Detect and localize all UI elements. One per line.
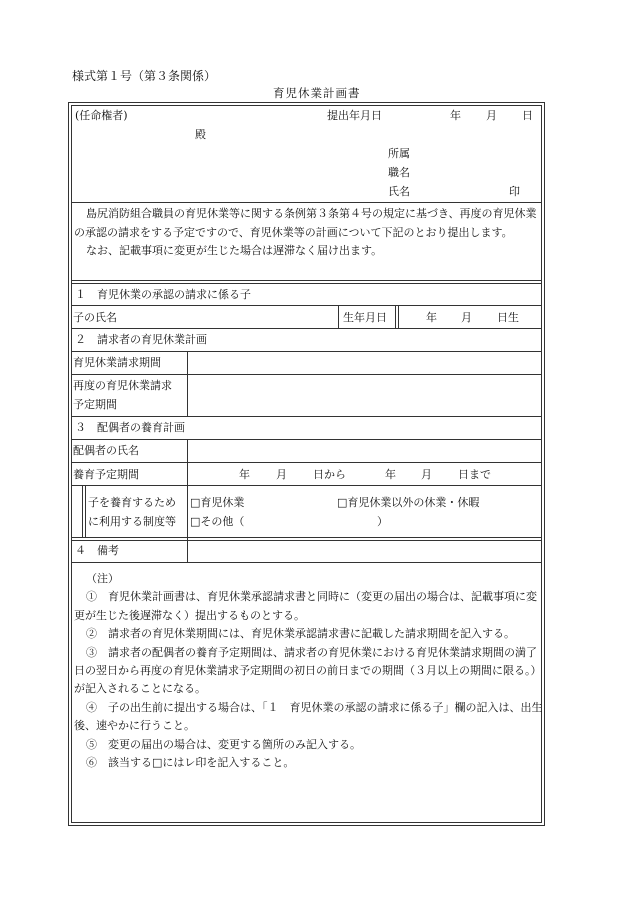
divider [71,283,542,284]
birthdate-label: 生年月日 [343,311,387,324]
divider [395,305,396,328]
divider [71,280,542,281]
note-item: ④ 子の出生前に提出する場合は、「１ 育児休業の承認の請求に係る子」欄の記入は、出生後、速やかに行うこと。 [74,700,543,733]
divider [71,462,542,463]
divider [71,537,542,538]
appointer-label: (任命権者) [75,109,128,122]
note-item: ⑥ 該当する□にはレ印を記入すること。 [86,756,295,770]
submission-month-label: 月 [486,109,497,122]
section2-heading: ２ 請求者の育児休業計画 [75,333,207,346]
note-item: ③ 請求者の配偶者の養育予定期間は、請求者の育児休業における育児休業請求期間の満了日の翌日から再度の育児休業請求予定期間の初日の前日までの期間（３月以上の期間に限る。）が記入されることになる。 [74,645,542,696]
note-item: ⑤ 変更の届出の場合は、変更する箇所のみ記入する。 [86,737,361,751]
note-item: ② 請求者の育児休業期間には、育児休業承認請求書に記載した請求期間を記入する。 [86,627,515,641]
option-other-leave[interactable]: □育児休業以外の休業・休暇 [337,496,480,509]
position-label: 職名 [388,166,410,179]
re-leave-label-line1: 再度の育児休業請求 [73,379,172,392]
option-childcare-leave[interactable]: □育児休業 [190,496,245,509]
affiliation-label: 所属 [388,147,410,160]
divider [71,374,542,375]
care-from-day: 日から [313,468,346,481]
divider [71,305,542,306]
divider [71,439,542,440]
spouse-name-label: 配偶者の氏名 [73,444,139,457]
child-name-label: 子の氏名 [73,311,117,324]
section3-heading: ３ 配偶者の養育計画 [75,421,185,434]
system-label-line2: に利用する制度等 [88,515,176,528]
divider [71,202,542,203]
divider [187,439,188,562]
divider [71,328,542,329]
divider [82,485,83,537]
intro-text: 島尻消防組合職員の育児休業等に関する条例第３条第４号の規定に基づき、再度の育児休業の承認の請求をする予定ですので、育児休業等の計画について下記のとおり提出します。 [74,207,537,239]
care-to-day: 日まで [458,468,491,481]
divider [398,305,399,328]
intro-paragraph [74,205,540,261]
name-label: 氏名 [388,185,410,198]
submission-date-label: 提出年月日 [327,109,382,122]
birth-month-label: 月 [461,311,472,324]
addressee-honorific: 殿 [195,128,206,141]
divider [71,485,542,486]
submission-day-label: 日 [522,109,533,122]
notes-heading: （注） [86,572,119,585]
divider [71,416,542,417]
form-number-label: 様式第１号（第３条関係） [72,69,217,83]
care-to-year: 年 [385,468,396,481]
care-to-month: 月 [421,468,432,481]
section1-heading: １ 育児休業の承認の請求に係る子 [75,288,251,301]
divider [85,485,86,537]
notes-block [74,570,544,772]
birth-day-label: 日生 [497,311,519,324]
seal-label: 印 [509,185,520,198]
birth-year-label: 年 [426,311,437,324]
care-from-year: 年 [239,468,250,481]
intro-note-text: なお、記載事項に変更が生じた場合は遅滞なく届け出ます。 [86,244,383,258]
care-period-label: 養育予定期間 [73,468,139,481]
divider [338,305,339,328]
divider [187,351,188,416]
section4-heading: ４ 備考 [75,544,119,557]
system-label-line1: 子を養育するため [88,496,176,509]
divider [71,351,542,352]
option-other[interactable]: □その他（ [190,515,245,528]
submission-year-label: 年 [450,109,461,122]
divider [71,562,542,563]
divider [71,540,542,541]
care-from-month: 月 [276,468,287,481]
note-item: ① 育児休業計画書は、育児休業承認請求書と同時に（変更の届出の場合は、記載事項に変更が生じた後遅滞なく）提出するものとする。 [74,590,537,622]
leave-period-label: 育児休業請求期間 [73,356,161,369]
re-leave-label-line2: 予定期間 [73,398,117,411]
option-other-close-paren: ） [377,515,388,528]
document-title: 育児休業計画書 [273,86,361,100]
